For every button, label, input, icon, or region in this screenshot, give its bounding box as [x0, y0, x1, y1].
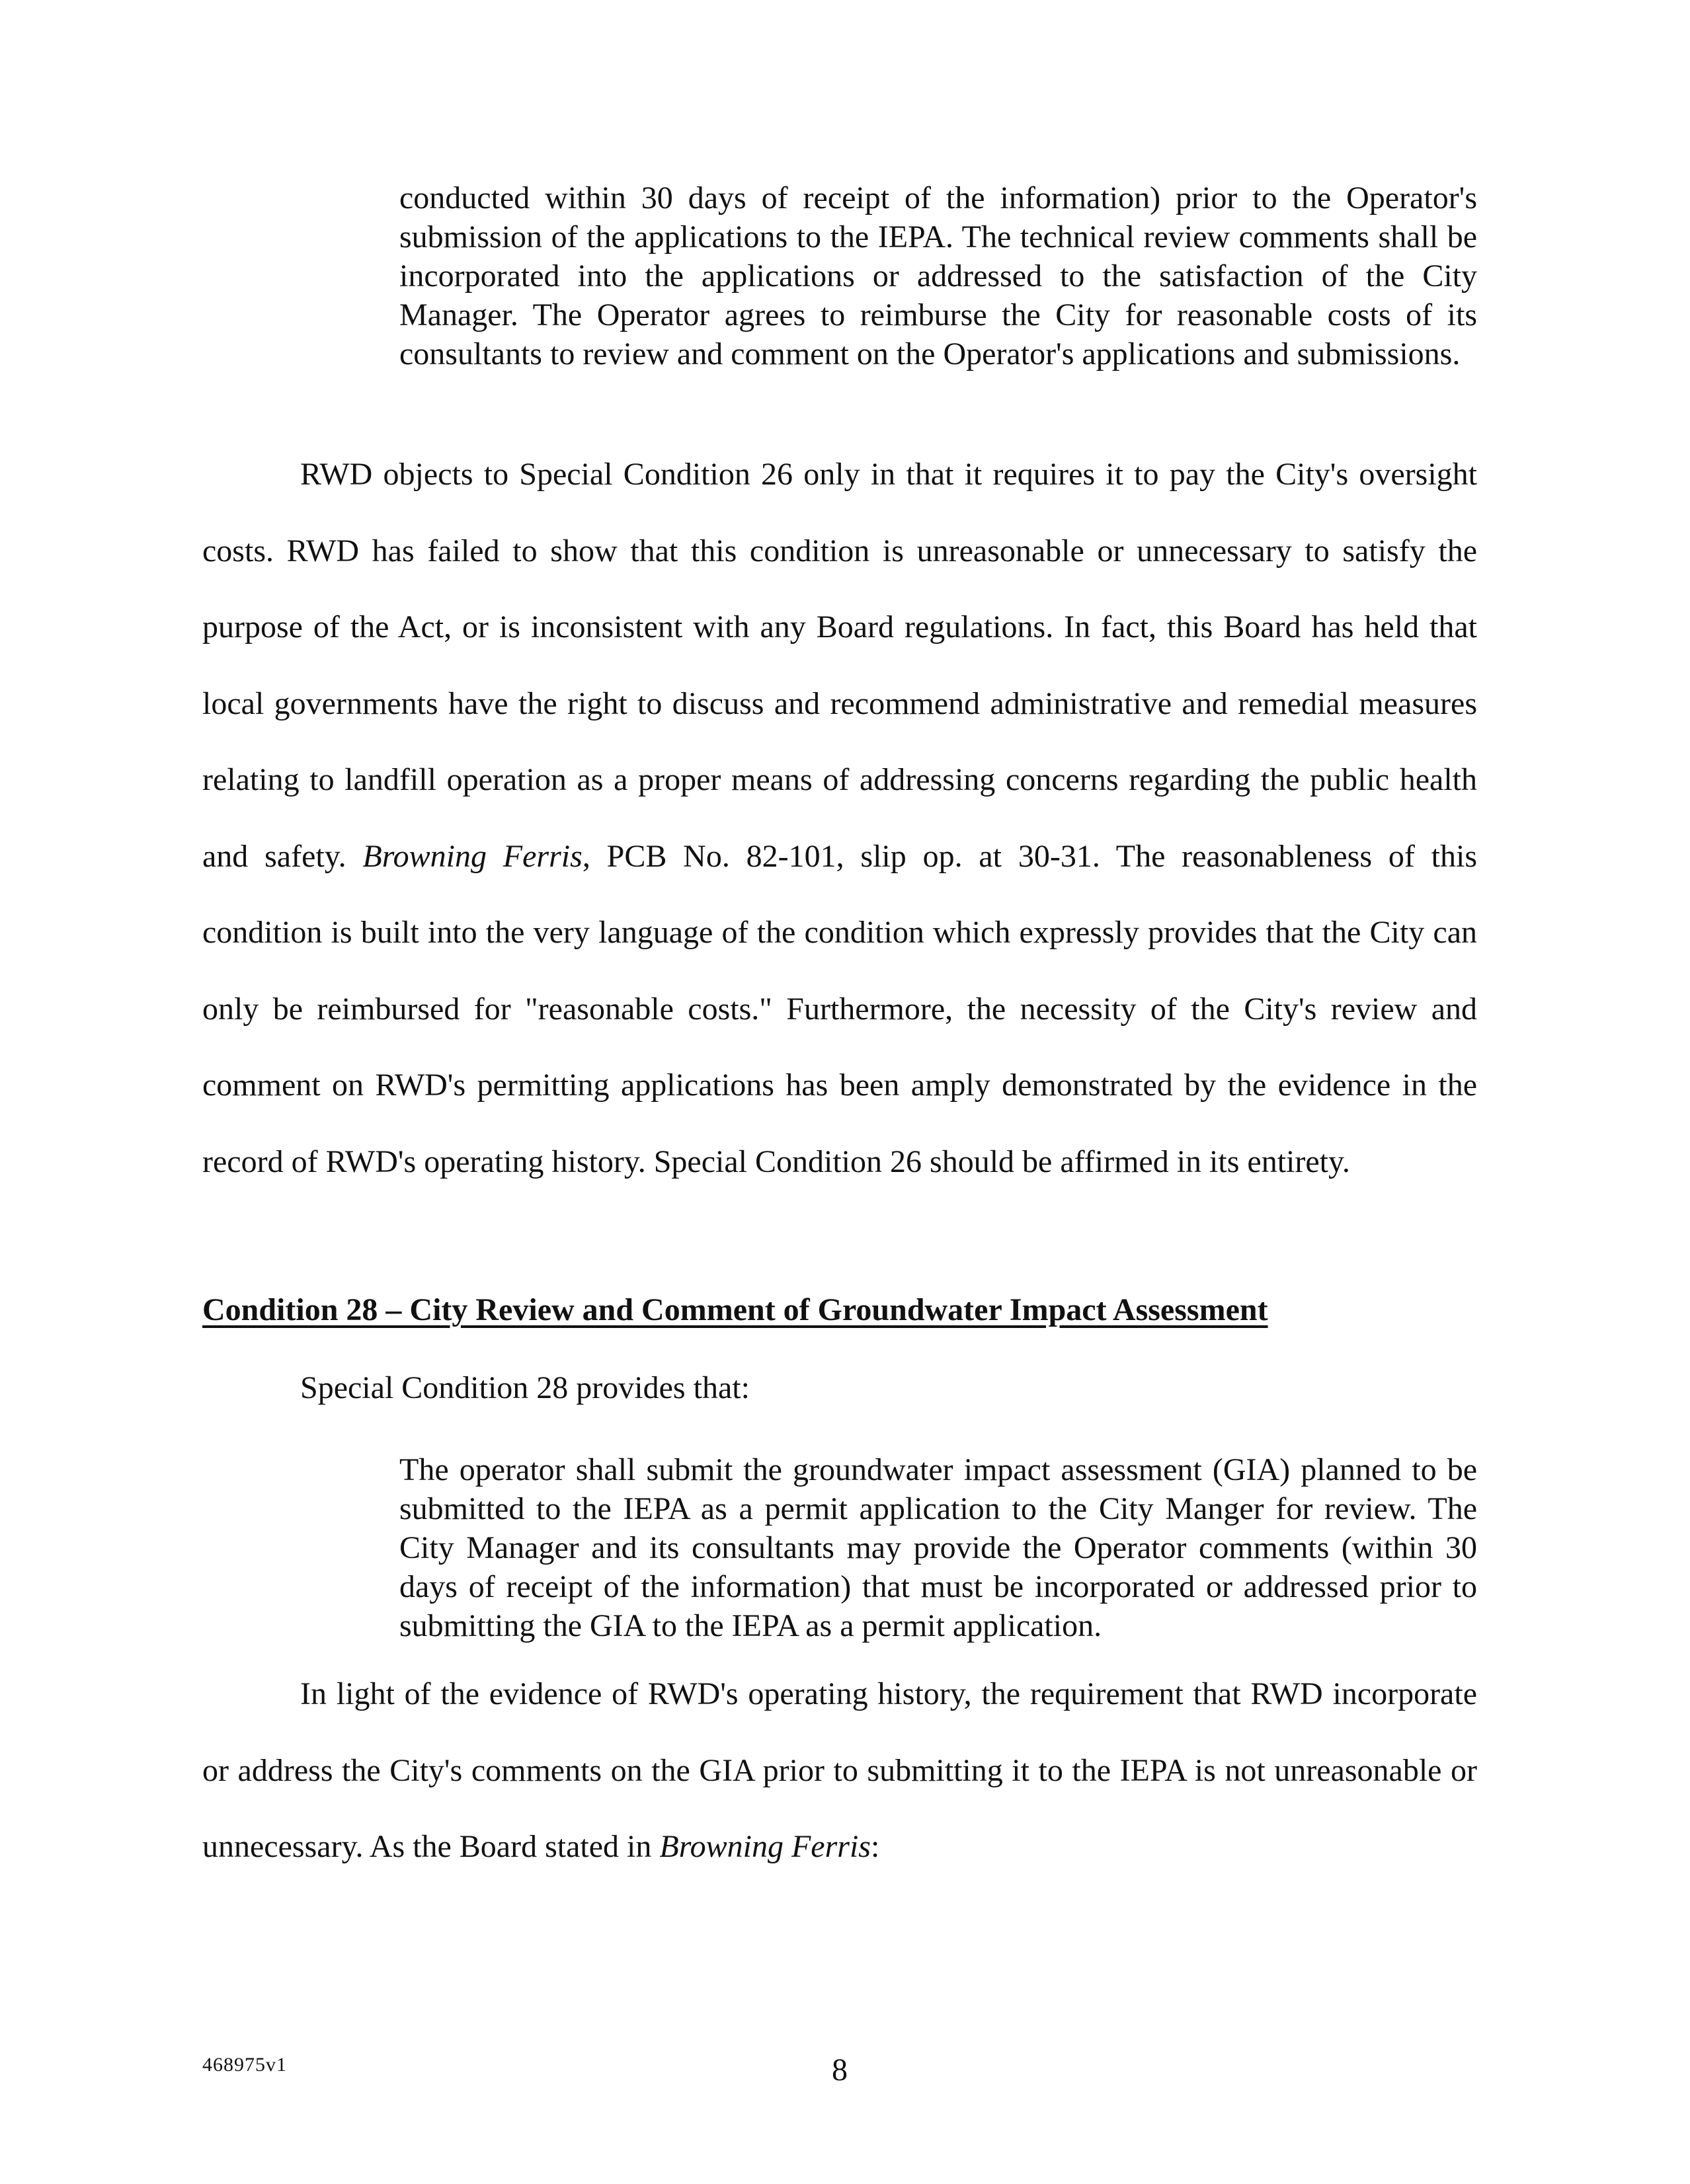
paragraph-text: In light of the evidence of RWD's operating history, the requirement that RWD incorporate or address the City's comments on the GIA prior to submitting it to the IEPA is not unreasonable or unnecessary. As the Board stated in	[202, 1676, 1477, 1864]
section-heading: Condition 28 – City Review and Comment of Groundwater Impact Assessment	[202, 1292, 1268, 1327]
paragraph-text: :	[870, 1829, 880, 1864]
page-number: 8	[832, 2052, 848, 2087]
document-id: 468975v1	[202, 2054, 287, 2076]
block-quote-condition-28: The operator shall submit the groundwater impact assessment (GIA) planned to be submitted to the IEPA as a permit application to the City Manger for review. The City Manager and its consultants may provide the Operator comments (within 30 days of receipt of the information) that must be incorporated or addressed prior to submitting the GIA to the IEPA as a permit application.	[399, 1452, 1477, 1643]
block-quote-condition-26: conducted within 30 days of receipt of the information) prior to the Operator's submission of the applications to the IEPA. The technical review comments shall be incorporated into the applications or addressed to the satisfaction of the City Manager. The Operator agrees to reimburse the City for reasonable costs of its consultants to review and comment on the Operator's applications and submissions.	[399, 180, 1477, 371]
condition-intro-line: Special Condition 28 provides that:	[300, 1370, 750, 1405]
case-citation: Browning Ferris	[659, 1829, 871, 1864]
paragraph-condition-28-argument	[202, 1656, 1477, 1885]
paragraph-condition-26-argument	[202, 436, 1477, 1200]
paragraph-text: , PCB No. 82-101, slip op. at 30-31. The reasonableness of this condition is built into the very language of the condition which expressly provides that the City can only be reimbursed for "reasonable costs." Furthermore, the necessity of the City's review and comment on RWD's permitting applications has been amply demonstrated by the evidence in the record of RWD's operating history. Special Condition 26 should be affirmed in its entirety.	[202, 838, 1478, 1179]
paragraph-text: RWD objects to Special Condition 26 only in that it requires it to pay the City's oversight costs. RWD has failed to show that this condition is unreasonable or unnecessary to satisfy the purpose of the Act, or is inconsistent with any Board regulations. In fact, this Board has held that local governments have the right to discuss and recommend administrative and remedial measures relating to landfill operation as a proper means of addressing concerns regarding the public health and safety.	[202, 457, 1477, 874]
case-citation: Browning Ferris	[362, 838, 583, 874]
